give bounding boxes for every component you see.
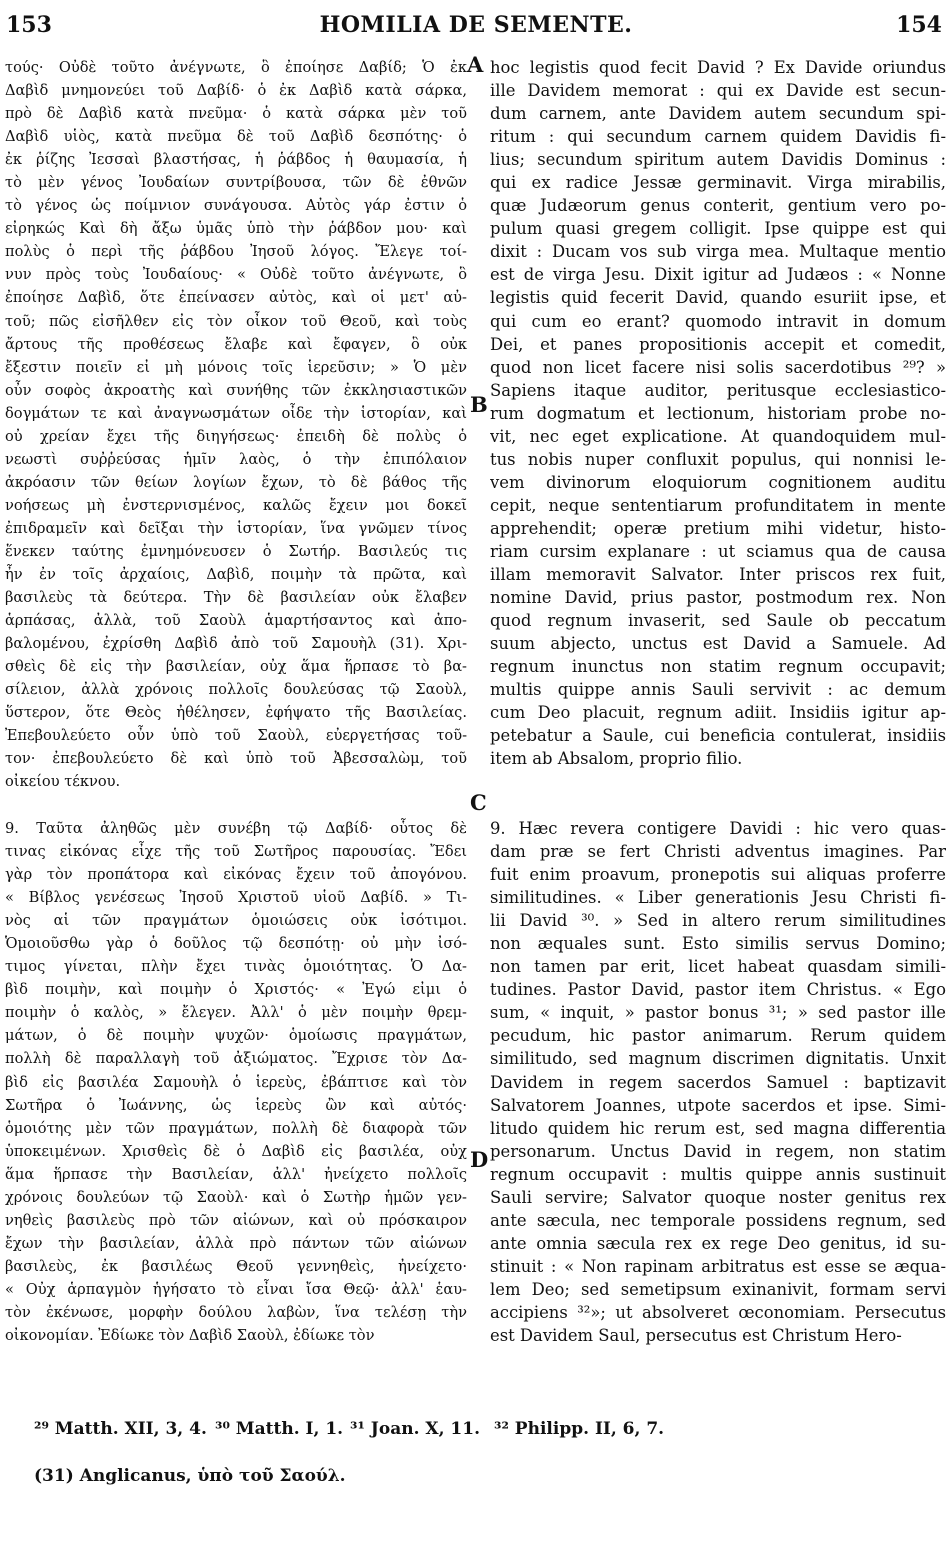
margin-marker-c: C — [470, 790, 487, 815]
text-line: rum dogmatum et lectionum, historiam probe no- — [490, 403, 946, 423]
text-line: cum Deo placuit, regnum adiit. Insidiis igitur ap- — [490, 703, 946, 723]
text-line: Σωτῆρα ὁ Ἰωάννης, ὡς ἱερεὺς ὢν καὶ αὐτός· — [5, 1096, 467, 1114]
text-line: ἀκρόασιν τῶν θείων λογίων ἔχων, τὸ δὲ βάθος τῆς — [5, 473, 467, 491]
margin-marker-b: B — [470, 392, 488, 417]
text-line: ἄρτους τῆς προθέσεως ἔλαβε καὶ ἔφαγεν, ὃ οὐκ — [5, 335, 467, 353]
text-line: ἐκ ῥίζης Ἰεσσαὶ βλαστήσας, ἡ ῥάβδος ἡ θαυμασία, ἡ — [5, 151, 467, 169]
text-line: tus nobis nuper confluxit populus, qui nonnisi le- — [490, 449, 946, 469]
text-line: qui cum eo erant? quomodo intravit in domum — [490, 311, 946, 331]
text-line: σίλειον, ἀλλὰ χρόνοις πολλοῖς δουλεύσας τῷ Σαοὺλ, — [5, 681, 467, 699]
text-line: τούς· Οὐδὲ τοῦτο ἀνέγνωτε, ὃ ἐποίησε Δαβίδ; Ὁ ἐκ — [5, 59, 467, 76]
text-line: νὸς αἱ τῶν πραγμάτων ὁμοιώσεις οὐκ ἰσότιμοι. — [5, 912, 467, 930]
text-line: βὶδ ποιμὴν, καὶ ποιμὴν ὁ Χριστός· « Ἐγώ εἰμι ὁ — [5, 981, 467, 999]
text-line: multis quippe annis Sauli servivit : ac demum — [490, 680, 946, 700]
margin-marker-d: D — [470, 1147, 489, 1172]
text-line: Sapiens itaque auditor, peritusque ecclesiastico- — [490, 380, 946, 400]
text-line: ὁμοιότης μὲν τῶν πραγμάτων, πολλὴ δὲ διαφορὰ τῶν — [5, 1119, 467, 1137]
text-line: litudo quidem hic rerum est, sed magna differentia — [490, 1118, 946, 1138]
text-line: stinuit : « Non rapinam arbitratus est esse se æqua- — [490, 1256, 946, 1276]
page-number-left: 153 — [6, 12, 52, 38]
footnote-30: ³⁰ Matth. I, 1. — [215, 1419, 344, 1439]
text-line: regnum occupavit : multis quippe annis sustinuit — [490, 1164, 946, 1184]
footnote-29: ²⁹ Matth. XII, 3, 4. — [34, 1419, 207, 1439]
text-line: similitudines. « Liber generationis Jesu Christi fi- — [490, 888, 946, 908]
text-line: τινας εἰκόνας εἶχε τῆς τοῦ Σωτῆρος παρουσίας. Ἔδει — [5, 843, 467, 861]
text-line: Δαβὶδ μνημονεύει τοῦ Δαβίδ· ὁ ἐκ Δαβὶδ κατὰ σάρκα, — [5, 82, 467, 100]
text-line: νηθεὶς βασιλεὺς πρὸ τῶν αἰώνων, καὶ οὐ πρόσκαιρον — [5, 1211, 467, 1229]
text-line: ille Davidem memorat : qui ex Davide est secun- — [490, 81, 946, 101]
text-line: cepit, neque sententiarum profunditatem in mente — [490, 495, 946, 515]
running-title: HOMILIA DE SEMENTE. — [319, 12, 633, 38]
text-line: χρόνοις δουλεύων τῷ Σαοὺλ· καὶ ὁ Σωτὴρ ἡμῶν γεν- — [5, 1188, 467, 1206]
footnote-32: ³² Philipp. II, 6, 7. — [494, 1419, 665, 1439]
text-line: est Davidem Saul, persecutus est Christum Hero- — [490, 1326, 902, 1346]
text-line: similitudo, sed magnum discrimen dignitatis. Unxit — [490, 1049, 946, 1069]
text-line: ὑποκειμένων. Χρισθεὶς δὲ ὁ Δαβὶδ εἰς βασιλέα, οὐχ — [5, 1142, 467, 1160]
text-line: quod regnum invaserit, sed Saule ob peccatum — [490, 611, 946, 631]
text-line: βαλομένου, ἐχρίσθη Δαβὶδ ἀπὸ τοῦ Σαμουὴλ (31). Χρι- — [5, 635, 467, 653]
greek-column-section-8 — [5, 56, 467, 794]
text-line: dum carnem, ante Davidem autem secundum spi- — [490, 104, 946, 124]
latin-column-section-9 — [490, 817, 946, 1347]
text-line: τὸ μὲν γένος Ἰουδαίων συντρίβουσα, τῶν δὲ ἐθνῶν — [5, 174, 467, 192]
text-line: γὰρ τὸν προπάτορα καὶ εἰκόνας ἔχειν τοῦ ἀπογόνου. — [5, 866, 467, 884]
text-line: πρὸ δὲ Δαβὶδ κατὰ πνεῦμα· ὁ κατὰ σάρκα μὲν τοῦ — [5, 105, 467, 123]
text-line: lem Deo; sed semetipsum exinanivit, formam servi — [490, 1279, 946, 1299]
text-line: βασιλεὺς τὰ δεύτερα. Τὴν δὲ βασιλείαν οὐκ ἔλαβεν — [5, 589, 467, 607]
text-line: pecudum, hic pastor animarum. Rerum quidem — [490, 1026, 946, 1046]
text-line: Ἐπεβουλεύετο οὖν ὑπὸ τοῦ Σαοὺλ, εὐεργετήσας τοῦ- — [5, 727, 467, 745]
text-line: dixit : Ducam vos sub virga mea. Multaque mentio — [490, 242, 946, 262]
text-line: ἔχων τὴν βασιλείαν, ἀλλὰ πρὸ πάντων τῶν αἰώνων — [5, 1234, 467, 1252]
text-line: τον· ἐπεβουλεύετο δὲ καὶ ὑπὸ τοῦ Ἀβεσσαλὼμ, τοῦ — [5, 750, 467, 768]
text-line: νεωστὶ συῤῥεύσας ἡμῖν λαὸς, ὁ τὴν ἐπιπόλαιον — [5, 450, 467, 468]
text-line: accipiens ³²»; ut absolveret œconomiam. Persecutus — [490, 1302, 946, 1322]
text-line: οἰκονομίαν. Ἐδίωκε τὸν Δαβὶδ Σαοὺλ, ἐδίωκε τὸν — [5, 1327, 375, 1345]
text-line: item ab Absalom, proprio filio. — [490, 749, 743, 769]
text-line: ἔξεστιν ποιεῖν εἰ μὴ μόνοις τοῖς ἱερεῦσιν; » Ὁ μὲν — [5, 358, 467, 376]
text-line: βὶδ εἰς βασιλέα Σαμουὴλ ὁ ἱερεὺς, ἐβάπτισε καὶ τὸν — [5, 1073, 467, 1091]
text-line: οὖν σοφὸς ἀκροατὴς καὶ συνήθης τῶν ἐκκλησιαστικῶν — [5, 381, 467, 399]
text-line: nomine David, prius pastor, postmodum rex. Non — [490, 588, 946, 608]
text-line: quæ Judæorum genus conterit, gentium vero po- — [490, 196, 946, 216]
text-line: ἐπιδραμεῖν καὶ δεῖξαι τὴν ἱστορίαν, ἵνα γνῶμεν τίνος — [5, 519, 467, 537]
text-line: ritum : qui secundum carnem quidem Davidis fi- — [490, 127, 946, 147]
text-line: petebatur a Saule, cui beneficia contulerat, insidiis — [490, 726, 946, 746]
text-line: riam cursim explanare : ut sciamus qua de causa — [490, 541, 946, 561]
text-line: δογμάτων τε καὶ ἀναγνωσμάτων οἶδε τὴν ἱστορίαν, καὶ — [5, 404, 467, 422]
text-line: non tamen par erit, licet habeat quasdam simili- — [490, 957, 946, 977]
text-line: tudines. Pastor David, pastor item Christus. « Ego — [490, 980, 946, 1000]
text-line: νυν πρὸς τοὺς Ἰουδαίους· « Οὐδὲ τοῦτο ἀνέγνωτε, ὃ — [5, 266, 467, 284]
latin-column-section-8 — [490, 56, 946, 770]
text-line: τὸ γένος ὡς ποίμνιον συνάγουσα. Αὐτὸς γάρ ἐστιν ὁ — [5, 197, 467, 215]
text-line: Δαβὶδ υἱὸς, κατὰ πνεῦμα δὲ τοῦ Δαβὶδ δεσπότης· ὁ — [5, 128, 467, 146]
text-line: οὐ χρείαν ἔχει τῆς διηγήσεως· ἐπειδὴ δὲ πολὺς ὁ — [5, 427, 467, 445]
text-line: Davidem in regem sacerdos Samuel : baptizavit — [490, 1072, 946, 1092]
text-line: 9. Ταῦτα ἀληθῶς μὲν συνέβη τῷ Δαβίδ· οὗτος δὲ — [5, 820, 467, 837]
text-line: ἐποίησε Δαβὶδ, ὅτε ἐπείνασεν αὐτὸς, καὶ οἱ μετ' αὐ- — [5, 289, 467, 307]
text-line: ἁρπάσας, ἀλλὰ, τοῦ Σαοὺλ ἁμαρτήσαντος καὶ ἀπο- — [5, 612, 467, 630]
text-line: ἅμα ἥρπασε τὴν Βασιλείαν, ἀλλ' ἠνείχετο πολλοῖς — [5, 1165, 467, 1183]
text-line: ante omnia sæcula rex ex rege Deo genitus, id su- — [490, 1233, 946, 1253]
text-line: lius; secundum spiritum autem Davidis Dominus : — [490, 150, 946, 170]
text-line: illam memoravit Salvator. Inter priscos rex fuit, — [490, 565, 946, 585]
text-line: hoc legistis quod fecit David ? Ex Davide oriundus — [490, 58, 946, 77]
text-line: non æquales sunt. Esto similis servus Domino; — [490, 934, 946, 954]
footnote-31: ³¹ Joan. X, 11. — [350, 1419, 481, 1439]
text-line: σθεὶς δὲ εἰς τὴν βασιλείαν, οὐχ ἅμα ἥρπασε τὸ βα- — [5, 658, 467, 676]
text-line: Sauli servire; Salvator quoque noster genitus rex — [490, 1187, 946, 1207]
greek-column-section-9 — [5, 817, 467, 1347]
text-line: πολὺς ὁ περὶ τῆς ῥάβδου Ἰησοῦ λόγος. Ἔλεγε τοί- — [5, 243, 467, 261]
text-line: τιμος γίνεται, πλὴν ἔχει τινὰς ὁμοιότητας. Ὁ Δα- — [5, 958, 467, 976]
text-line: apprehendit; operæ pretium mihi videtur, histo- — [490, 518, 946, 538]
text-line: Salvatorem Joannes, utpote sacerdos et ipse. Simi- — [490, 1095, 946, 1115]
text-line: « Βίβλος γενέσεως Ἰησοῦ Χριστοῦ υἱοῦ Δαβίδ. » Τι- — [5, 889, 467, 907]
text-line: μάτων, ὁ δὲ ποιμὴν ψυχῶν· ὁμοίωσις πραγμάτων, — [5, 1027, 467, 1045]
text-line: suum abjecto, unctus est David a Samuele. Ad — [490, 634, 946, 654]
text-line: lii David ³⁰. » Sed in altero rerum similitudines — [490, 911, 946, 931]
text-line: ante sæcula, nec temporale possidens regnum, sed — [490, 1210, 946, 1230]
text-line: legistis quid fecerit David, quando esuriit ipse, et — [490, 288, 946, 308]
text-line: pulum quasi gregem colligit. Ipse quippe est qui — [490, 219, 946, 239]
text-line: ὕστερον, ὅτε Θεὸς ἠθέλησεν, ἐφήψατο τῆς Βασιλείας. — [5, 704, 467, 722]
text-line: 9. Hæc revera contigere Davidi : hic vero quas- — [490, 819, 946, 838]
text-line: Ὁμοιοῦσθω γὰρ ὁ δοῦλος τῷ δεσπότῃ· οὐ μὴν ἰσό- — [5, 935, 467, 953]
text-line: πολλὴ δὲ παραλλαγὴ τοῦ ἀξιώματος. Ἔχρισε τὸν Δα- — [5, 1050, 467, 1068]
text-line: ἕνεκεν ταύτης ἐμνημόνευσεν ὁ Σωτήρ. Βασιλεύς τις — [5, 542, 467, 560]
variant-note-31: (31) Anglicanus, ὑπὸ τοῦ Σαούλ. — [34, 1466, 346, 1486]
text-line: vem divinorum eloquiorum cognitionem auditu — [490, 472, 946, 492]
text-line: regnum inunctus non statim regnum occupavit; — [490, 657, 946, 677]
text-line: νοήσεως μὴ ἐνστερνισμένος, καλῶς ἔχειν μοι δοκεῖ — [5, 496, 467, 514]
text-line: dam præ se fert Christi adventus imagines. Par — [490, 842, 946, 862]
text-line: εἰρηκώς Καὶ δὴ ἄξω ὑμᾶς ὑπὸ τὴν ῥάβδον μου· καὶ — [5, 220, 467, 238]
text-line: est de virga Jesu. Dixit igitur ad Judæos : « Nonne — [490, 265, 946, 285]
text-line: sum, « inquit, » pastor bonus ³¹; » sed pastor ille — [490, 1003, 946, 1023]
text-line: vit, nec eget explicatione. At quandoquidem mul- — [490, 426, 946, 446]
margin-marker-a: A — [467, 52, 484, 77]
text-line: « Οὐχ ἁρπαγμὸν ἡγήσατο τὸ εἶναι ἴσα Θεῷ· ἀλλ' ἑαυ- — [5, 1280, 467, 1298]
text-line: Dei, et panes propositionis accepit et comedit, — [490, 334, 946, 354]
page-number-right: 154 — [896, 12, 942, 38]
text-line: τὸν ἐκένωσε, μορφὴν δούλου λαβὼν, ἵνα τελέσῃ τὴν — [5, 1303, 467, 1321]
text-line: ποιμὴν ὁ καλὸς, » ἔλεγεν. Ἀλλ' ὁ μὲν ποιμὴν θρεμ- — [5, 1004, 467, 1022]
text-line: quod non licet facere nisi solis sacerdotibus ²⁹? » — [490, 357, 946, 377]
text-line: qui ex radice Jessæ germinavit. Virga mirabilis, — [490, 173, 946, 193]
text-line: οἰκείου τέκνου. — [5, 773, 121, 791]
text-line: fuit enim proavum, pronepotis sui aliquas proferre — [490, 865, 946, 885]
text-line: τοῦ; πῶς εἰσῆλθεν εἰς τὸν οἶκον τοῦ Θεοῦ, καὶ τοὺς — [5, 312, 467, 330]
text-line: βασιλεὺς, ἐκ βασιλέως Θεοῦ γεννηθεὶς, ἠνείχετο· — [5, 1257, 467, 1275]
page-header — [0, 0, 952, 50]
text-line: ἦν ἐν τοῖς ἀρχαίοις, Δαβὶδ, ποιμὴν τὰ πρῶτα, καὶ — [5, 566, 467, 584]
text-line: personarum. Unctus David in regem, non statim — [490, 1141, 946, 1161]
